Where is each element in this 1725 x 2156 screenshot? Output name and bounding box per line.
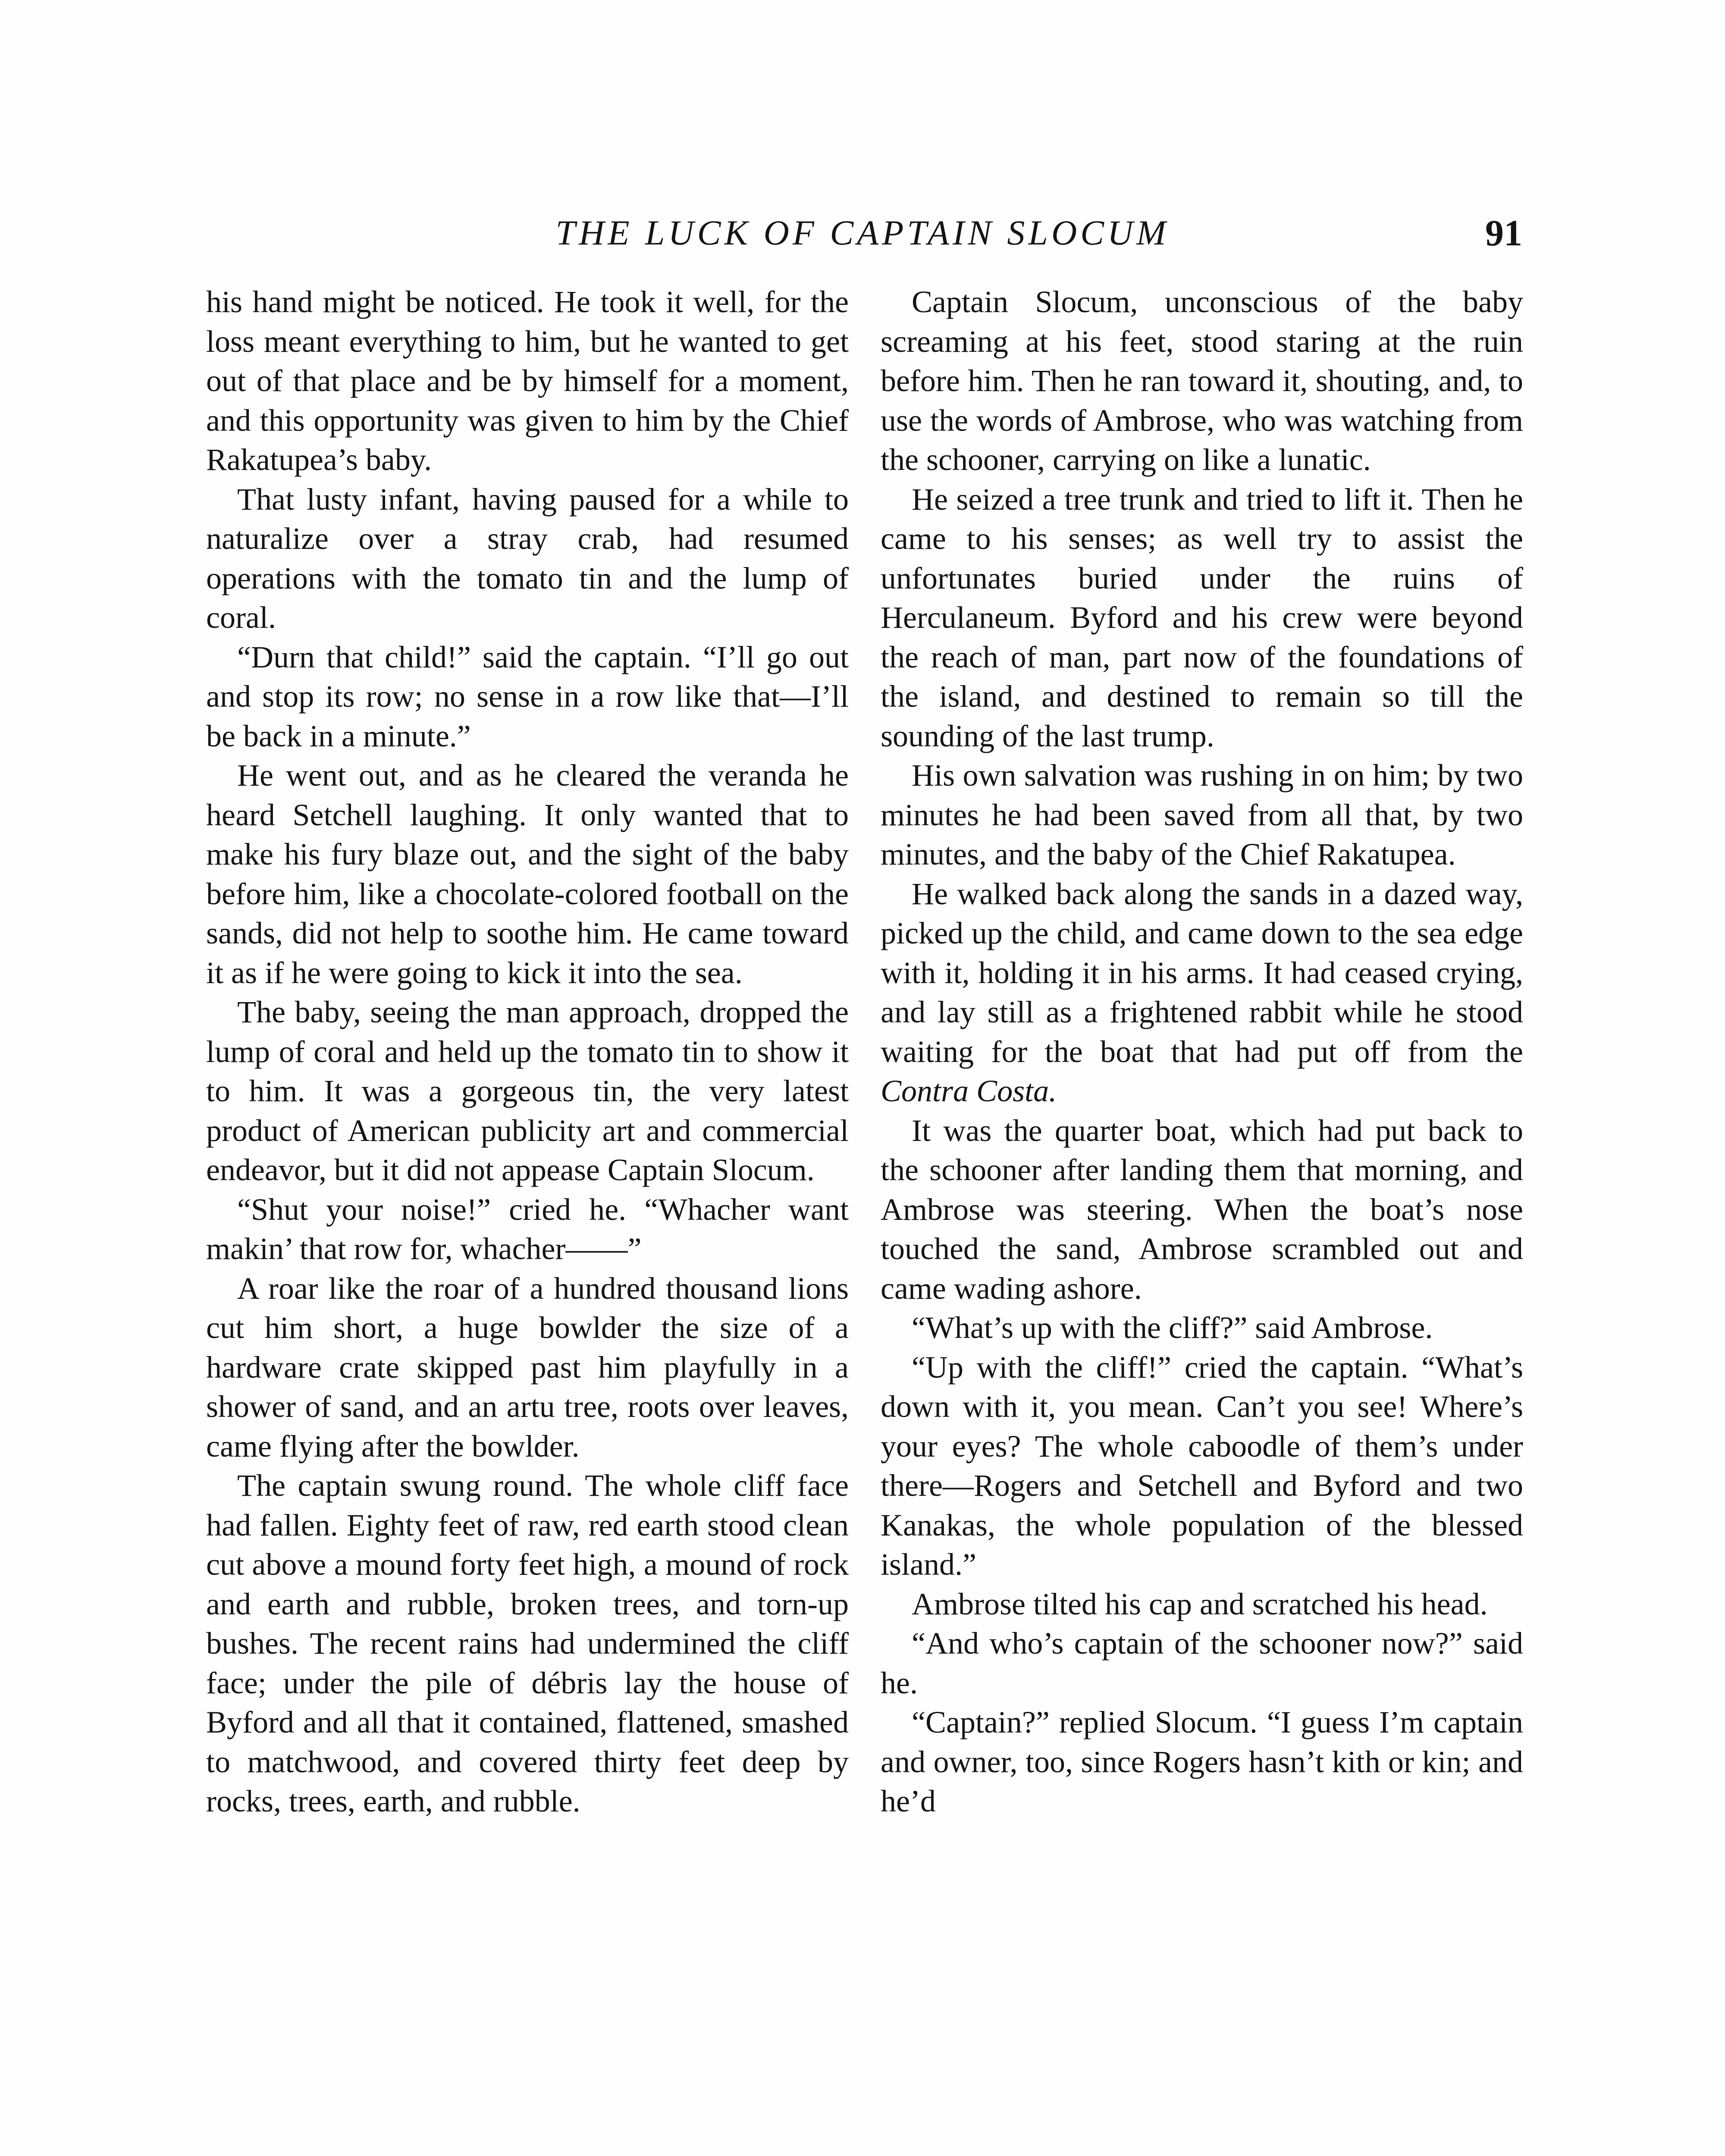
paragraph: He went out, and as he cleared the veranda he heard Setchell laughing. It only wanted that to make his fury blaze out, and the sight of the baby before him, like a chocolate-colored football on the sands, did not help to soothe him. He came toward it as if he were going to kick it into the sea. bbox=[206, 758, 849, 990]
paragraph: The captain swung round. The whole cliff face had fallen. Eighty feet of raw, red earth stood clean cut above a mound forty feet high, a mound of rock and earth and rubble, broken trees, and torn-up bushes. The recent rains had undermined the cliff face; under the pile of débris lay the house of Byford and all that it contained, flattened, smashed to matchwood, and covered thirty feet deep by rocks, trees, earth, and rubble. bbox=[206, 1468, 849, 1818]
paragraph: “Shut your noise!” cried he. “Whacher want makin’ that row for, whacher——” bbox=[206, 1192, 849, 1266]
paragraph: “Up with the cliff!” cried the captain. “What’s down with it, you mean. Can’t you see! Where’s your eyes? The whole caboodle of them’s under there—Rogers and Setchell and Byford and two Kanakas, the whole population of the blessed island.” bbox=[881, 1350, 1523, 1582]
ship-name: Contra Costa. bbox=[881, 1074, 1057, 1108]
right-column bbox=[881, 282, 1523, 1821]
paragraph bbox=[881, 874, 1523, 1111]
paragraph: Captain Slocum, unconscious of the baby screaming at his feet, stood staring at the ruin before him. Then he ran toward it, shouting, and, to use the words of Ambrose, who was watching from the schooner, carrying on like a lunatic. bbox=[881, 285, 1523, 477]
paragraph: “And who’s captain of the schooner now?” said he. bbox=[881, 1626, 1523, 1700]
running-title: THE LUCK OF CAPTAIN SLOCUM bbox=[555, 213, 1170, 252]
running-head bbox=[203, 203, 1522, 263]
paragraph: Ambrose tilted his cap and scratched his head. bbox=[912, 1586, 1488, 1621]
paragraph: The baby, seeing the man approach, dropped the lump of coral and held up the tomato tin to show it to him. It was a gorgeous tin, the very latest product of American publicity art and commercial endeavor, but it did not appease Captain Slocum. bbox=[206, 995, 849, 1187]
paragraph-text: He walked back along the sands in a dazed way, picked up the child, and came down to the sea edge with it, holding it in his arms. It had ceased crying, and lay still as a frightened rabbit while he stood waiting for the boat that had put off from the bbox=[881, 876, 1523, 1069]
paragraph: “What’s up with the cliff?” said Ambrose. bbox=[912, 1310, 1433, 1345]
paragraph: It was the quarter boat, which had put back to the schooner after landing them that morning, and Ambrose was steering. When the boat’s nose touched the sand, Ambrose scrambled out and came wading ashore. bbox=[881, 1113, 1523, 1306]
paragraph: His own salvation was rushing in on him; by two minutes he had been saved from all that, by two minutes, and the baby of the Chief Rakatupea. bbox=[881, 758, 1523, 871]
paragraph: “Durn that child!” said the captain. “I’ll go out and stop its row; no sense in a row like that—I’ll be back in a minute.” bbox=[206, 639, 849, 753]
paragraph: A roar like the roar of a hundred thousand lions cut him short, a huge bowlder the size of a hardware crate skipped past him playfully in a shower of sand, and an artu tree, roots over leaves, came flying after the bowlder. bbox=[206, 1271, 849, 1463]
paragraph: his hand might be noticed. He took it well, for the loss meant everything to him, but he wanted to get out of that place and be by himself for a moment, and this opportunity was given to him by the Chief Rakatupea’s baby. bbox=[206, 285, 849, 477]
paragraph: That lusty infant, having paused for a while to naturalize over a stray crab, had resumed operations with the tomato tin and the lump of coral. bbox=[206, 482, 849, 635]
paragraph: “Captain?” replied Slocum. “I guess I’m captain and owner, too, since Rogers hasn’t kith or kin; and he’d bbox=[881, 1705, 1523, 1818]
left-column bbox=[206, 282, 849, 1821]
page-number: 91 bbox=[1485, 212, 1522, 254]
paragraph: He seized a tree trunk and tried to lift it. Then he came to his senses; as well try to assist the unfortunates buried under the ruins of Herculaneum. Byford and his crew were beyond the reach of man, part now of the foundations of the island, and destined to remain so till the sounding of the last trump. bbox=[881, 482, 1523, 753]
